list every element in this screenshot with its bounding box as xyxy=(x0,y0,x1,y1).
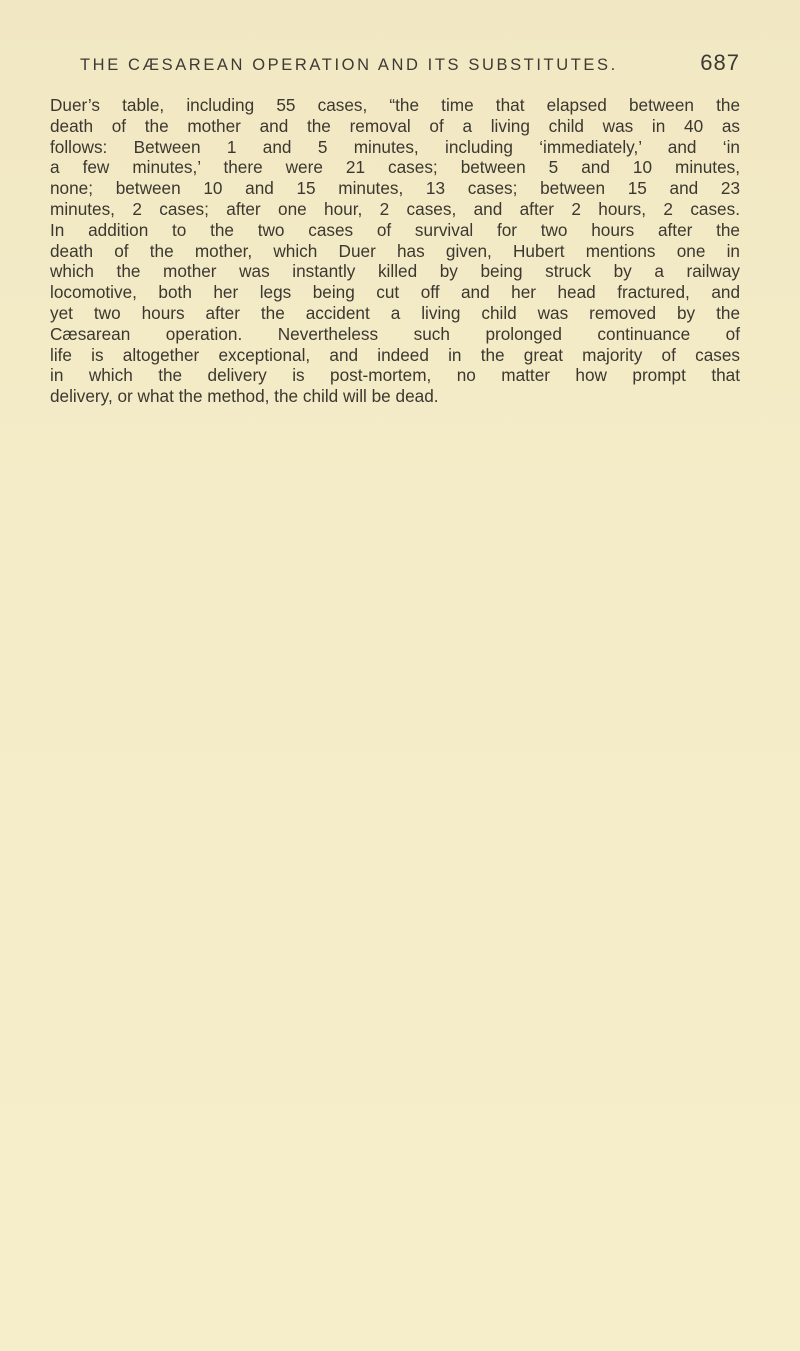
running-title: THE CÆSAREAN OPERATION AND ITS SUBSTITUTES. xyxy=(80,56,618,74)
body-paragraph xyxy=(50,95,740,407)
text-line: follows: Between 1 and 5 minutes, including ‘immediately,’ and ‘in xyxy=(50,136,740,157)
text-line: yet two hours after the accident a living child was removed by the xyxy=(50,302,740,323)
text-line: life is altogether exceptional, and indeed in the great majority of cases xyxy=(50,344,740,365)
page-number: 687 xyxy=(700,50,740,75)
text-line: death of the mother, which Duer has given, Hubert mentions one in xyxy=(50,240,740,261)
running-head xyxy=(80,50,740,84)
text-line: locomotive, both her legs being cut off and her head fractured, and xyxy=(50,282,740,303)
text-line: which the mother was instantly killed by being struck by a railway xyxy=(50,261,740,282)
text-line: Duer’s table, including 55 cases, “the time that elapsed between the xyxy=(50,95,740,115)
text-line: a few minutes,’ there were 21 cases; between 5 and 10 minutes, xyxy=(50,157,740,178)
text-line: delivery, or what the method, the child will be dead. xyxy=(50,386,439,407)
text-line: none; between 10 and 15 minutes, 13 cases; between 15 and 23 xyxy=(50,178,740,199)
text-line: Cæsarean operation. Nevertheless such prolonged continuance of xyxy=(50,323,740,344)
text-line: death of the mother and the removal of a living child was in 40 as xyxy=(50,115,740,136)
text-line: minutes, 2 cases; after one hour, 2 cases, and after 2 hours, 2 cases. xyxy=(50,198,740,219)
text-line: In addition to the two cases of survival for two hours after the xyxy=(50,219,740,240)
text-line: in which the delivery is post-mortem, no matter how prompt that xyxy=(50,365,740,386)
